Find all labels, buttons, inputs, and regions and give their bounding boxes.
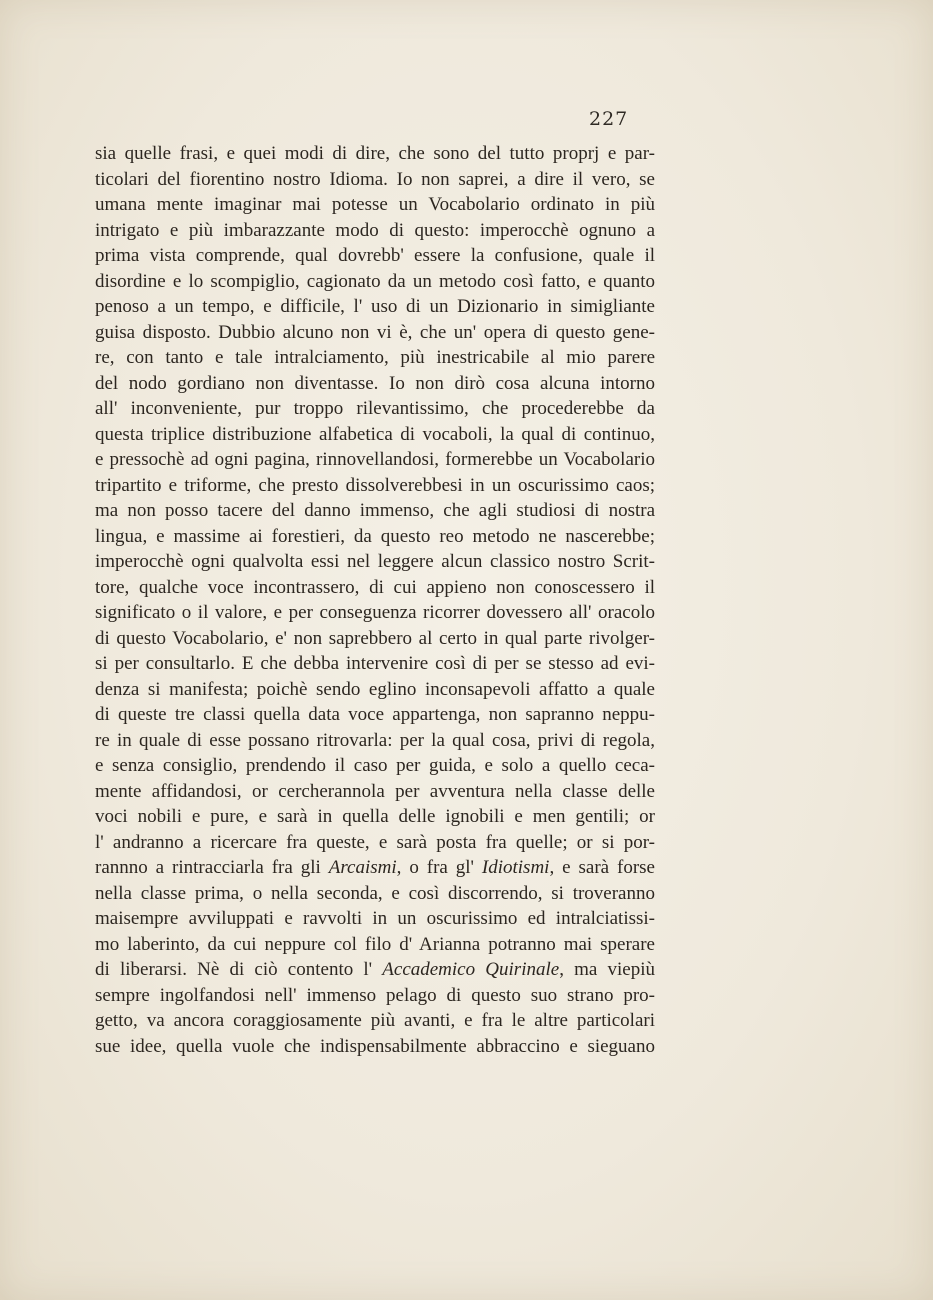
text-line: voci nobili e pure, e sarà in quella delle ignobili e men gentili; or	[95, 806, 655, 827]
text-segment: rannno a rintracciarla fra gli	[95, 857, 329, 878]
text-line: sempre ingolfandosi nell' immenso pelago di questo suo strano pro-	[95, 984, 655, 1006]
text-line: all' inconveniente, pur troppo rilevantissimo, che procederebbe da	[95, 398, 655, 419]
text-line: disordine e lo scompiglio, cagionato da un metodo così fatto, e quanto	[95, 270, 655, 292]
text-line: mo laberinto, da cui neppure col filo d' Arianna potranno mai sperare	[95, 933, 655, 955]
text-line: e pressochè ad ogni pagina, rinnovellandosi, formerebbe un Vocabolario	[95, 449, 655, 470]
text-line: di queste tre classi quella data voce appartenga, non sapranno neppu-	[95, 704, 655, 725]
text-line-with-italics	[95, 855, 655, 881]
italic-term-accademico-quirinale: Accademico Quirinale	[382, 959, 560, 980]
text-line: re in quale di esse possano ritrovarla: per la qual cosa, privi di regola,	[95, 729, 655, 751]
text-segment: , o fra gl'	[396, 857, 482, 878]
italic-term-arcaismi: Arcaismi	[328, 857, 397, 878]
text-line: ma non posso tacere del danno immenso, che agli studiosi di nostra	[95, 500, 655, 521]
page-number: 227	[589, 108, 629, 130]
text-line: e senza consiglio, prendendo il caso per guida, e solo a quello ceca-	[95, 755, 655, 776]
text-line: sue idee, quella vuole che indispensabilmente abbraccino e sieguano	[95, 1035, 655, 1057]
text-line: del nodo gordiano non diventasse. Io non dirò cosa alcuna intorno	[95, 372, 655, 394]
text-line: intrigato e più imbarazzante modo di questo: imperocchè ognuno a	[95, 219, 655, 241]
text-line: questa triplice distribuzione alfabetica di vocaboli, la qual di continuo,	[95, 423, 655, 445]
text-line: significato o il valore, e per conseguenza ricorrer dovessero all' oracolo	[95, 602, 655, 623]
text-line: nella classe prima, o nella seconda, e così discorrendo, si troveranno	[95, 882, 655, 904]
body-text	[95, 141, 655, 1059]
text-segment: di liberarsi. Nè di ciò contento l'	[95, 959, 383, 980]
text-line: tore, qualche voce incontrassero, di cui appieno non conoscessero il	[95, 576, 655, 598]
text-line: imperocchè ogni qualvolta essi nel leggere alcun classico nostro Scrit-	[95, 551, 655, 572]
text-line: re, con tanto e tale intralciamento, più inestricabile al mio parere	[95, 347, 655, 368]
text-line: guisa disposto. Dubbio alcuno non vi è, che un' opera di questo gene-	[95, 321, 655, 343]
text-line: lingua, e massime ai forestieri, da questo reo metodo ne nascerebbe;	[95, 525, 655, 547]
text-line: penoso a un tempo, e difficile, l' uso di un Dizionario in simigliante	[95, 296, 655, 317]
text-line: tripartito e triforme, che presto dissolverebbesi in un oscurissimo caos;	[95, 474, 655, 496]
text-line: si per consultarlo. E che debba intervenire così di per se stesso ad evi-	[95, 653, 655, 674]
text-line: sia quelle frasi, e quei modi di dire, che sono del tutto proprj e par-	[95, 143, 655, 164]
text-line: maisempre avviluppati e ravvolti in un oscurissimo ed intralciatissi-	[95, 908, 655, 929]
text-segment: , e sarà forse	[549, 857, 655, 878]
text-line: di questo Vocabolario, e' non saprebbero al certo in qual parte rivolger-	[95, 627, 655, 649]
text-line: mente affidandosi, or cercherannola per avventura nella classe delle	[95, 780, 655, 802]
text-line: ticolari del fiorentino nostro Idioma. Io non saprei, a dire il vero, se	[95, 168, 655, 190]
text-line: umana mente imaginar mai potesse un Vocabolario ordinato in più	[95, 194, 655, 215]
text-line: denza si manifesta; poichè sendo eglino inconsapevoli affatto a quale	[95, 678, 655, 700]
text-segment: , ma viepiù	[559, 959, 655, 980]
text-line: getto, va ancora coraggiosamente più avanti, e fra le altre particolari	[95, 1010, 655, 1031]
text-line: l' andranno a ricercare fra queste, e sarà posta fra quelle; or si por-	[95, 831, 655, 853]
italic-term-idiotismi: Idiotismi	[481, 857, 550, 878]
text-line-with-italics	[95, 957, 655, 983]
text-line: prima vista comprende, qual dovrebb' essere la confusione, quale il	[95, 245, 655, 266]
